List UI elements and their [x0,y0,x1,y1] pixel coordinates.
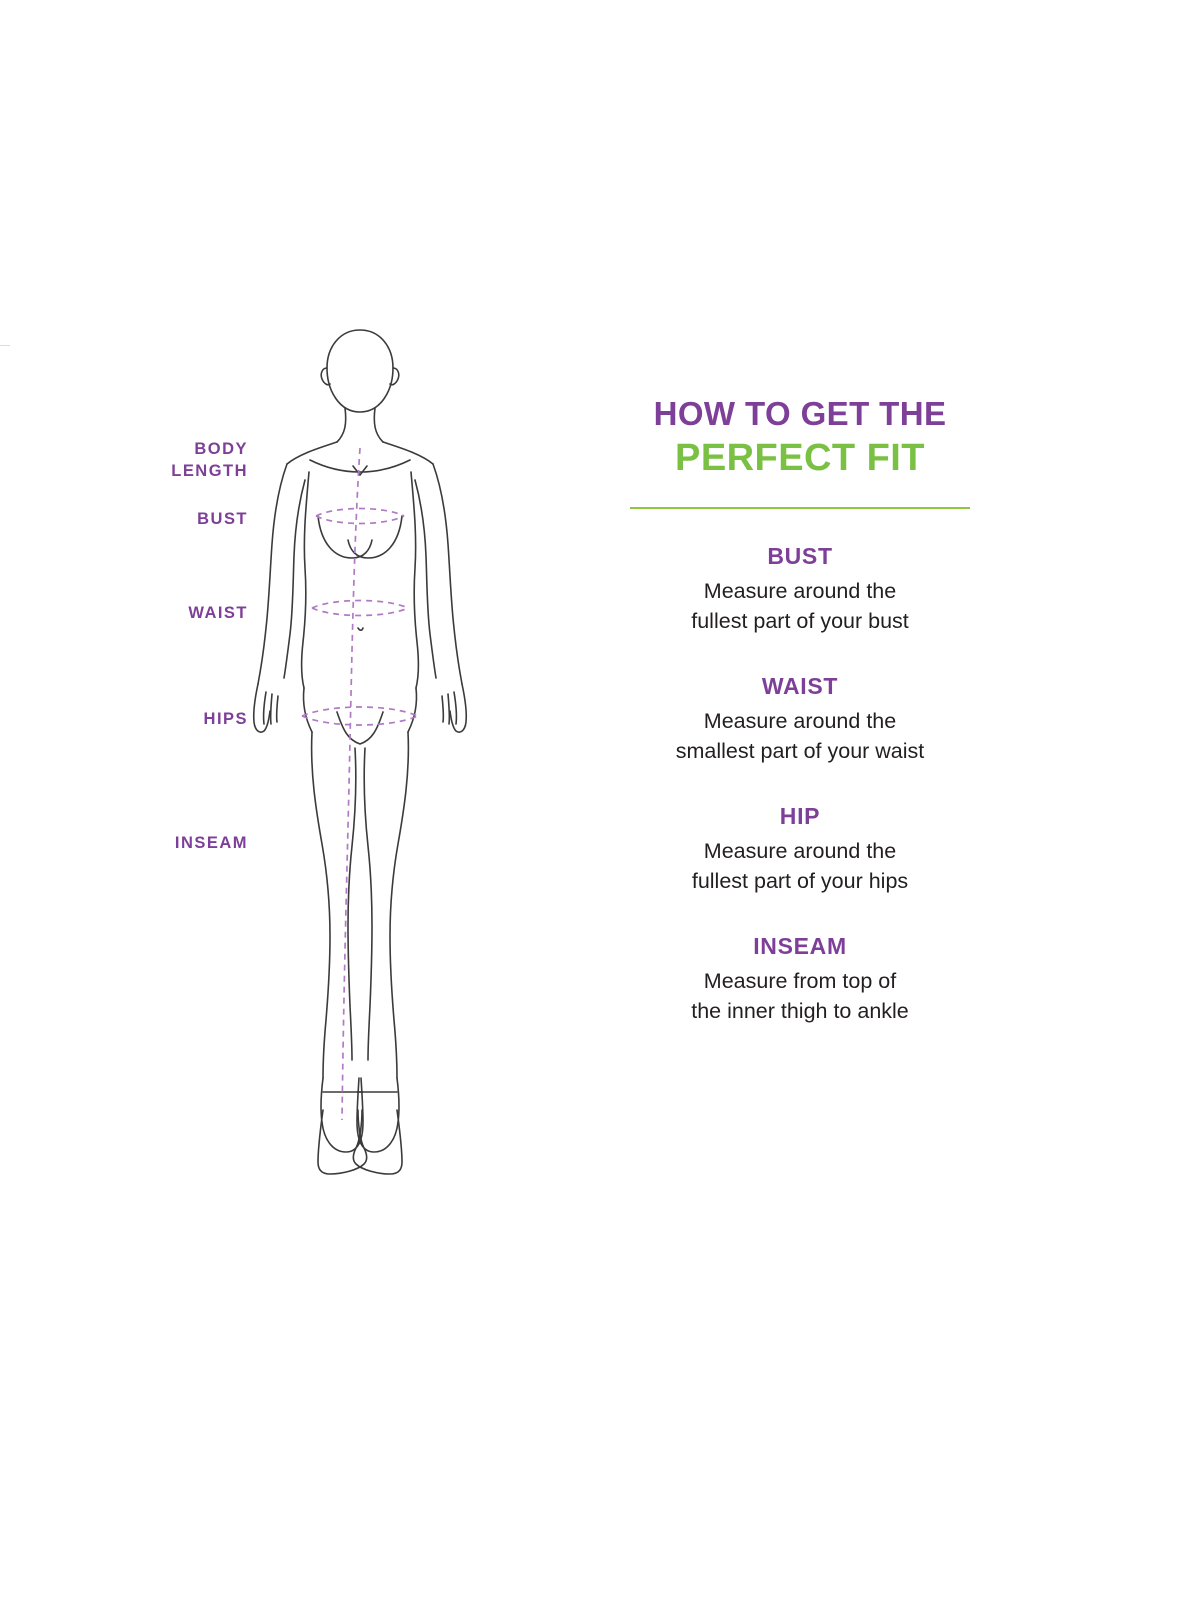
fit-instructions-panel [590,395,1010,1027]
measurement-desc-hip: Measure around the fullest part of your hips [691,838,909,894]
female-figure-illustration [190,320,530,1210]
measurement-title-inseam: INSEAM [753,932,847,959]
measurement-desc-waist: Measure around the smallest part of your waist [675,708,925,764]
body-measurement-diagram [150,320,570,1220]
figure-label-inseam: INSEAM [174,834,248,852]
measurement-desc-bust: Measure around the fullest part of your bust [691,578,909,634]
measurement-block-waist [590,673,1010,767]
measurement-desc-inseam: Measure from top of the inner thigh to ankle [691,968,909,1024]
figure-label-body-length: BODY LENGTH [171,440,248,481]
measurement-title-hip: HIP [779,802,821,829]
measurement-block-inseam [590,933,1010,1027]
figure-label-bust: BUST [197,510,248,528]
measurement-title-waist: WAIST [761,672,839,699]
divider [630,507,970,509]
measurement-title-bust: BUST [767,542,833,569]
figure-label-hips: HIPS [203,710,248,728]
measurement-block-hip [590,803,1010,897]
measurement-block-bust [590,543,1010,637]
edge-tick-mark [0,345,10,346]
page-title-line1: HOW TO GET THE [653,395,947,432]
page-title-line2: PERFECT FIT [675,436,925,479]
measurement-guides [302,448,418,1120]
figure-label-waist: WAIST [188,604,248,622]
